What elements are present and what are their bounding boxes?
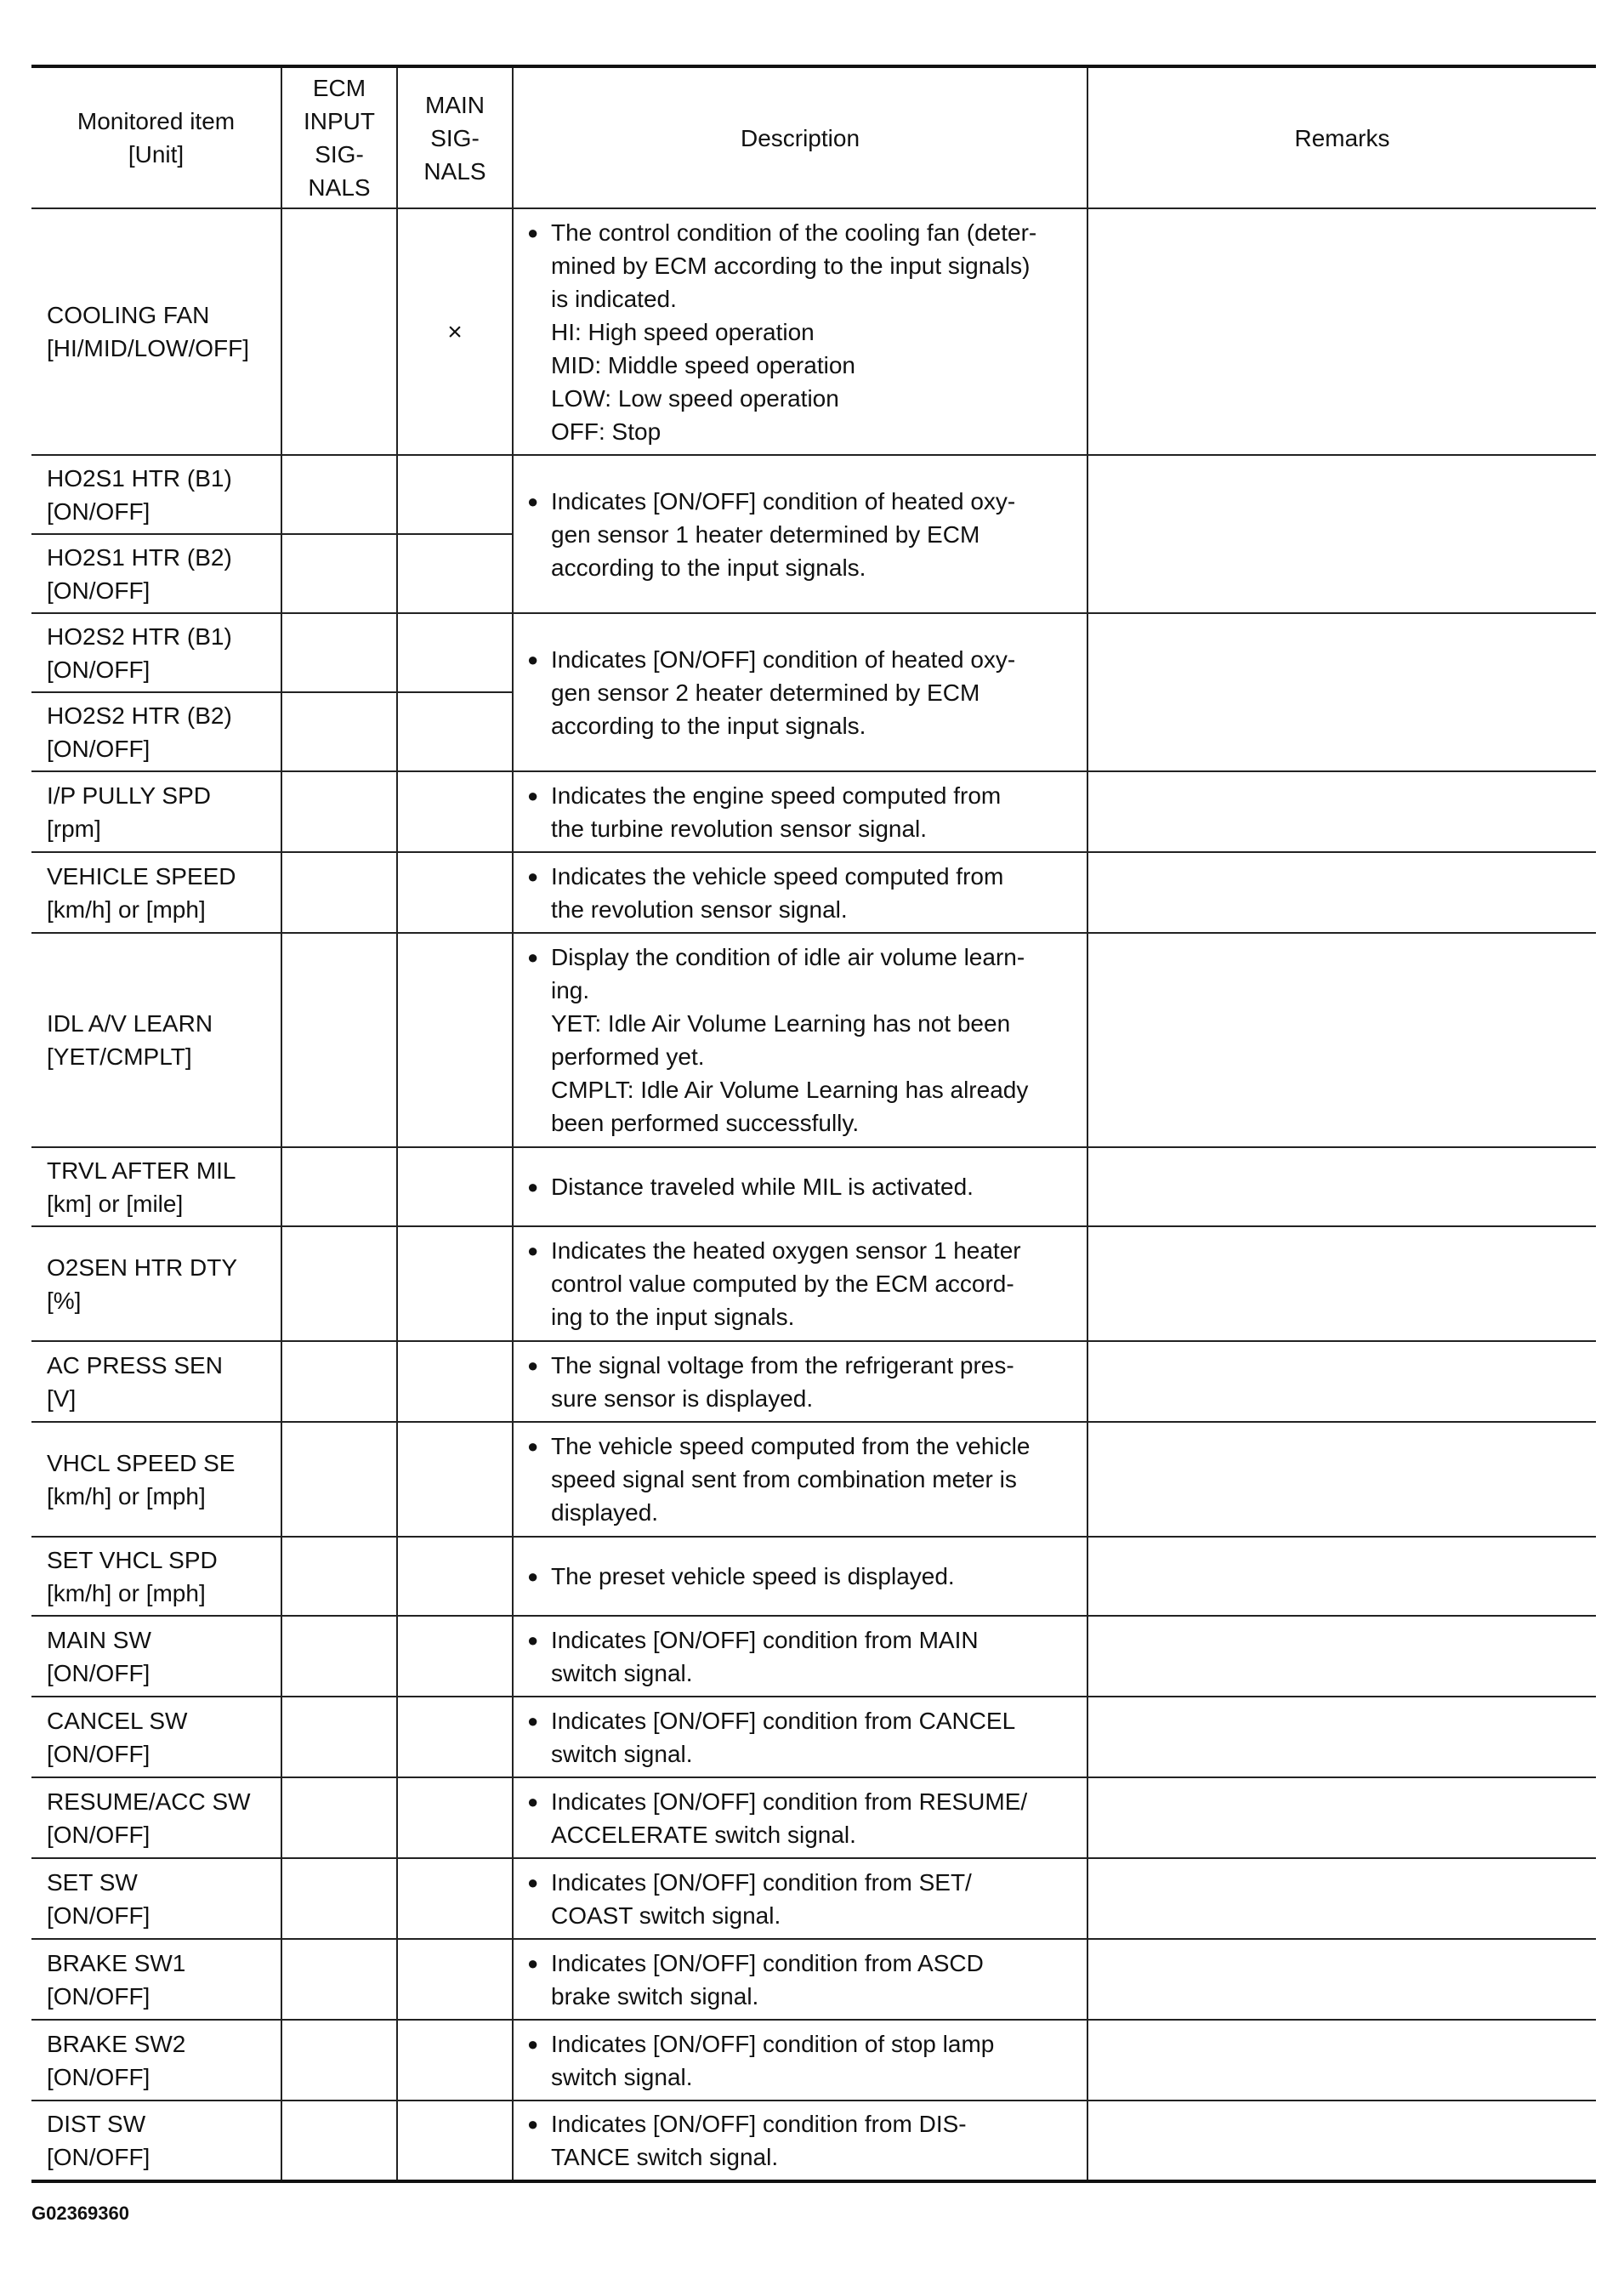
header-main-signals: MAIN SIG- NALS (397, 66, 513, 208)
monitored-item-cell: MAIN SW [ON/OFF] (31, 1616, 281, 1697)
main-signal-cell (397, 1422, 513, 1537)
table-row (31, 1147, 1596, 1226)
table-row (31, 1858, 1596, 1939)
description-cell: ● The signal voltage from the refrigerant pres- sure sensor is displayed. (513, 1341, 1087, 1422)
remarks-cell (1087, 2020, 1596, 2101)
main-signal-cell (397, 613, 513, 692)
bullet-icon: ● (527, 648, 539, 670)
main-signal-cell (397, 1616, 513, 1697)
remarks-cell (1087, 613, 1596, 771)
remarks-cell (1087, 1226, 1596, 1341)
description-cell: ● The preset vehicle speed is displayed. (513, 1537, 1087, 1616)
bullet-icon: ● (527, 1952, 539, 1974)
main-signal-cell (397, 2020, 513, 2101)
ecm-input-signal-cell (281, 1147, 397, 1226)
ecm-input-signal-cell (281, 2020, 397, 2101)
description-cell: ● Display the condition of idle air volume learn- ing. YET: Idle Air Volume Learning has not been performed yet. CMPLT: Idle Air Volume Learning has already been performed successfully. (513, 933, 1087, 1147)
table-row (31, 1616, 1596, 1697)
figure-code: G02369360 (31, 2203, 129, 2224)
description-cell: ● The vehicle speed computed from the vehicle speed signal sent from combination meter is displayed. (513, 1422, 1087, 1537)
description-cell: ● Indicates the vehicle speed computed from the revolution sensor signal. (513, 852, 1087, 933)
bullet-icon: ● (527, 1790, 539, 1812)
description-cell: ● Indicates [ON/OFF] condition from ASCD brake switch signal. (513, 1939, 1087, 2020)
bullet-icon: ● (527, 865, 539, 887)
monitored-item-cell: VEHICLE SPEED [km/h] or [mph] (31, 852, 281, 933)
bullet-icon: ● (527, 1871, 539, 1893)
bullet-icon: ● (527, 1176, 539, 1197)
table-row (31, 2020, 1596, 2101)
main-signal-cell (397, 455, 513, 534)
table-row (31, 1226, 1596, 1341)
table-row (31, 613, 1596, 692)
bullet-icon: ● (527, 784, 539, 806)
description-cell: ● Indicates [ON/OFF] condition from RESUME/ ACCELERATE switch signal. (513, 1777, 1087, 1858)
bullet-icon: ● (527, 1240, 539, 1261)
main-signal-cell (397, 1777, 513, 1858)
monitored-item-cell: COOLING FAN [HI/MID/LOW/OFF] (31, 208, 281, 455)
monitored-item-cell: SET SW [ON/OFF] (31, 1858, 281, 1939)
description-cell: ● Indicates the heated oxygen sensor 1 heater control value computed by the ECM accord- ing to the input signals. (513, 1226, 1087, 1341)
main-signal-cell (397, 1226, 513, 1341)
main-signal-cell (397, 2101, 513, 2181)
main-signal-cell (397, 1341, 513, 1422)
monitored-item-cell: AC PRESS SEN [V] (31, 1341, 281, 1422)
description-cell: ● Indicates [ON/OFF] condition from MAIN switch signal. (513, 1616, 1087, 1697)
ecm-input-signal-cell (281, 2101, 397, 2181)
remarks-cell (1087, 1537, 1596, 1616)
header-ecm-input-signals: ECM INPUT SIG- NALS (281, 66, 397, 208)
ecm-input-signal-cell (281, 613, 397, 692)
remarks-cell (1087, 208, 1596, 455)
remarks-cell (1087, 1939, 1596, 2020)
ecm-input-signal-cell (281, 1341, 397, 1422)
remarks-cell (1087, 933, 1596, 1147)
description-cell: ● Indicates [ON/OFF] condition from DIS- TANCE switch signal. (513, 2101, 1087, 2181)
data-monitor-table-page (31, 65, 1596, 2183)
monitored-item-cell: CANCEL SW [ON/OFF] (31, 1697, 281, 1777)
bullet-icon: ● (527, 947, 539, 968)
ecm-input-signal-cell (281, 771, 397, 852)
description-cell: ● Indicates [ON/OFF] condition of stop lamp switch signal. (513, 2020, 1087, 2101)
remarks-cell (1087, 1777, 1596, 1858)
table-row (31, 2101, 1596, 2181)
monitored-item-cell: RESUME/ACC SW [ON/OFF] (31, 1777, 281, 1858)
description-cell: ● Indicates the engine speed computed from the turbine revolution sensor signal. (513, 771, 1087, 852)
monitored-item-cell: HO2S2 HTR (B2) [ON/OFF] (31, 692, 281, 771)
remarks-cell (1087, 2101, 1596, 2181)
monitored-item-cell: IDL A/V LEARN [YET/CMPLT] (31, 933, 281, 1147)
ecm-input-signal-cell (281, 1616, 397, 1697)
ecm-input-signal-cell (281, 692, 397, 771)
monitored-item-cell: BRAKE SW1 [ON/OFF] (31, 1939, 281, 2020)
table-row (31, 1697, 1596, 1777)
monitored-item-cell: HO2S2 HTR (B1) [ON/OFF] (31, 613, 281, 692)
monitored-item-cell: BRAKE SW2 [ON/OFF] (31, 2020, 281, 2101)
description-cell: ● Indicates [ON/OFF] condition from CANCEL switch signal. (513, 1697, 1087, 1777)
table-row (31, 1422, 1596, 1537)
main-signal-cell (397, 933, 513, 1147)
main-signal-cell (397, 1537, 513, 1616)
main-signal-cell: × (397, 208, 513, 455)
ecm-input-signal-cell (281, 1697, 397, 1777)
bullet-icon: ● (527, 2113, 539, 2135)
table-row (31, 1341, 1596, 1422)
table-row (31, 1777, 1596, 1858)
description-cell: ● Indicates [ON/OFF] condition of heated oxy- gen sensor 1 heater determined by ECM according to the input signals. (513, 455, 1087, 613)
remarks-cell (1087, 1616, 1596, 1697)
remarks-cell (1087, 1147, 1596, 1226)
monitored-item-cell: O2SEN HTR DTY [%] (31, 1226, 281, 1341)
header-description: Description (513, 66, 1087, 208)
monitored-item-cell: I/P PULLY SPD [rpm] (31, 771, 281, 852)
monitored-item-cell: TRVL AFTER MIL [km] or [mile] (31, 1147, 281, 1226)
ecm-input-signal-cell (281, 1777, 397, 1858)
bullet-icon: ● (527, 2032, 539, 2055)
table-row (31, 933, 1596, 1147)
description-cell: ● Indicates [ON/OFF] condition of heated oxy- gen sensor 2 heater determined by ECM according to the input signals. (513, 613, 1087, 771)
bullet-icon: ● (527, 1709, 539, 1731)
monitored-item-cell: HO2S1 HTR (B2) [ON/OFF] (31, 534, 281, 613)
main-signal-cell (397, 852, 513, 933)
main-signal-cell (397, 1858, 513, 1939)
main-signal-cell (397, 534, 513, 613)
table-row (31, 852, 1596, 933)
header-remarks: Remarks (1087, 66, 1596, 208)
description-cell: ● Indicates [ON/OFF] condition from SET/ COAST switch signal. (513, 1858, 1087, 1939)
remarks-cell (1087, 1422, 1596, 1537)
bullet-icon: ● (527, 1629, 539, 1651)
ecm-input-signal-cell (281, 933, 397, 1147)
remarks-cell (1087, 1341, 1596, 1422)
main-signal-cell (397, 1147, 513, 1226)
ecm-input-signal-cell (281, 1537, 397, 1616)
bullet-icon: ● (527, 221, 539, 243)
monitored-item-cell: SET VHCL SPD [km/h] or [mph] (31, 1537, 281, 1616)
table-row (31, 1939, 1596, 2020)
bullet-icon: ● (527, 1435, 539, 1457)
remarks-cell (1087, 771, 1596, 852)
header-monitored-item: Monitored item [Unit] (31, 66, 281, 208)
table-row (31, 455, 1596, 534)
ecm-input-signal-cell (281, 1422, 397, 1537)
main-signal-cell (397, 692, 513, 771)
main-signal-cell (397, 771, 513, 852)
ecm-input-signal-cell (281, 1939, 397, 2020)
remarks-cell (1087, 1858, 1596, 1939)
monitored-item-cell: VHCL SPEED SE [km/h] or [mph] (31, 1422, 281, 1537)
bullet-icon: ● (527, 490, 539, 512)
monitored-items-table (31, 65, 1596, 2183)
table-row (31, 1537, 1596, 1616)
monitored-item-cell: HO2S1 HTR (B1) [ON/OFF] (31, 455, 281, 534)
description-cell: ● The control condition of the cooling fan (deter- mined by ECM according to the input signals) is indicated. HI: High speed operation MID: Middle speed operation LOW: Low speed operation OFF: Stop (513, 208, 1087, 455)
main-signal-cell (397, 1697, 513, 1777)
ecm-input-signal-cell (281, 455, 397, 534)
remarks-cell (1087, 1697, 1596, 1777)
monitored-item-cell: DIST SW [ON/OFF] (31, 2101, 281, 2181)
table-row (31, 208, 1596, 455)
bullet-icon: ● (527, 1354, 539, 1376)
ecm-input-signal-cell (281, 534, 397, 613)
ecm-input-signal-cell (281, 852, 397, 933)
remarks-cell (1087, 455, 1596, 613)
ecm-input-signal-cell (281, 1226, 397, 1341)
header-row (31, 66, 1596, 208)
ecm-input-signal-cell (281, 1858, 397, 1939)
main-signal-cell (397, 1939, 513, 2020)
bullet-icon: ● (527, 1566, 539, 1587)
ecm-input-signal-cell (281, 208, 397, 455)
table-row (31, 771, 1596, 852)
remarks-cell (1087, 852, 1596, 933)
description-cell: ● Distance traveled while MIL is activated. (513, 1147, 1087, 1226)
